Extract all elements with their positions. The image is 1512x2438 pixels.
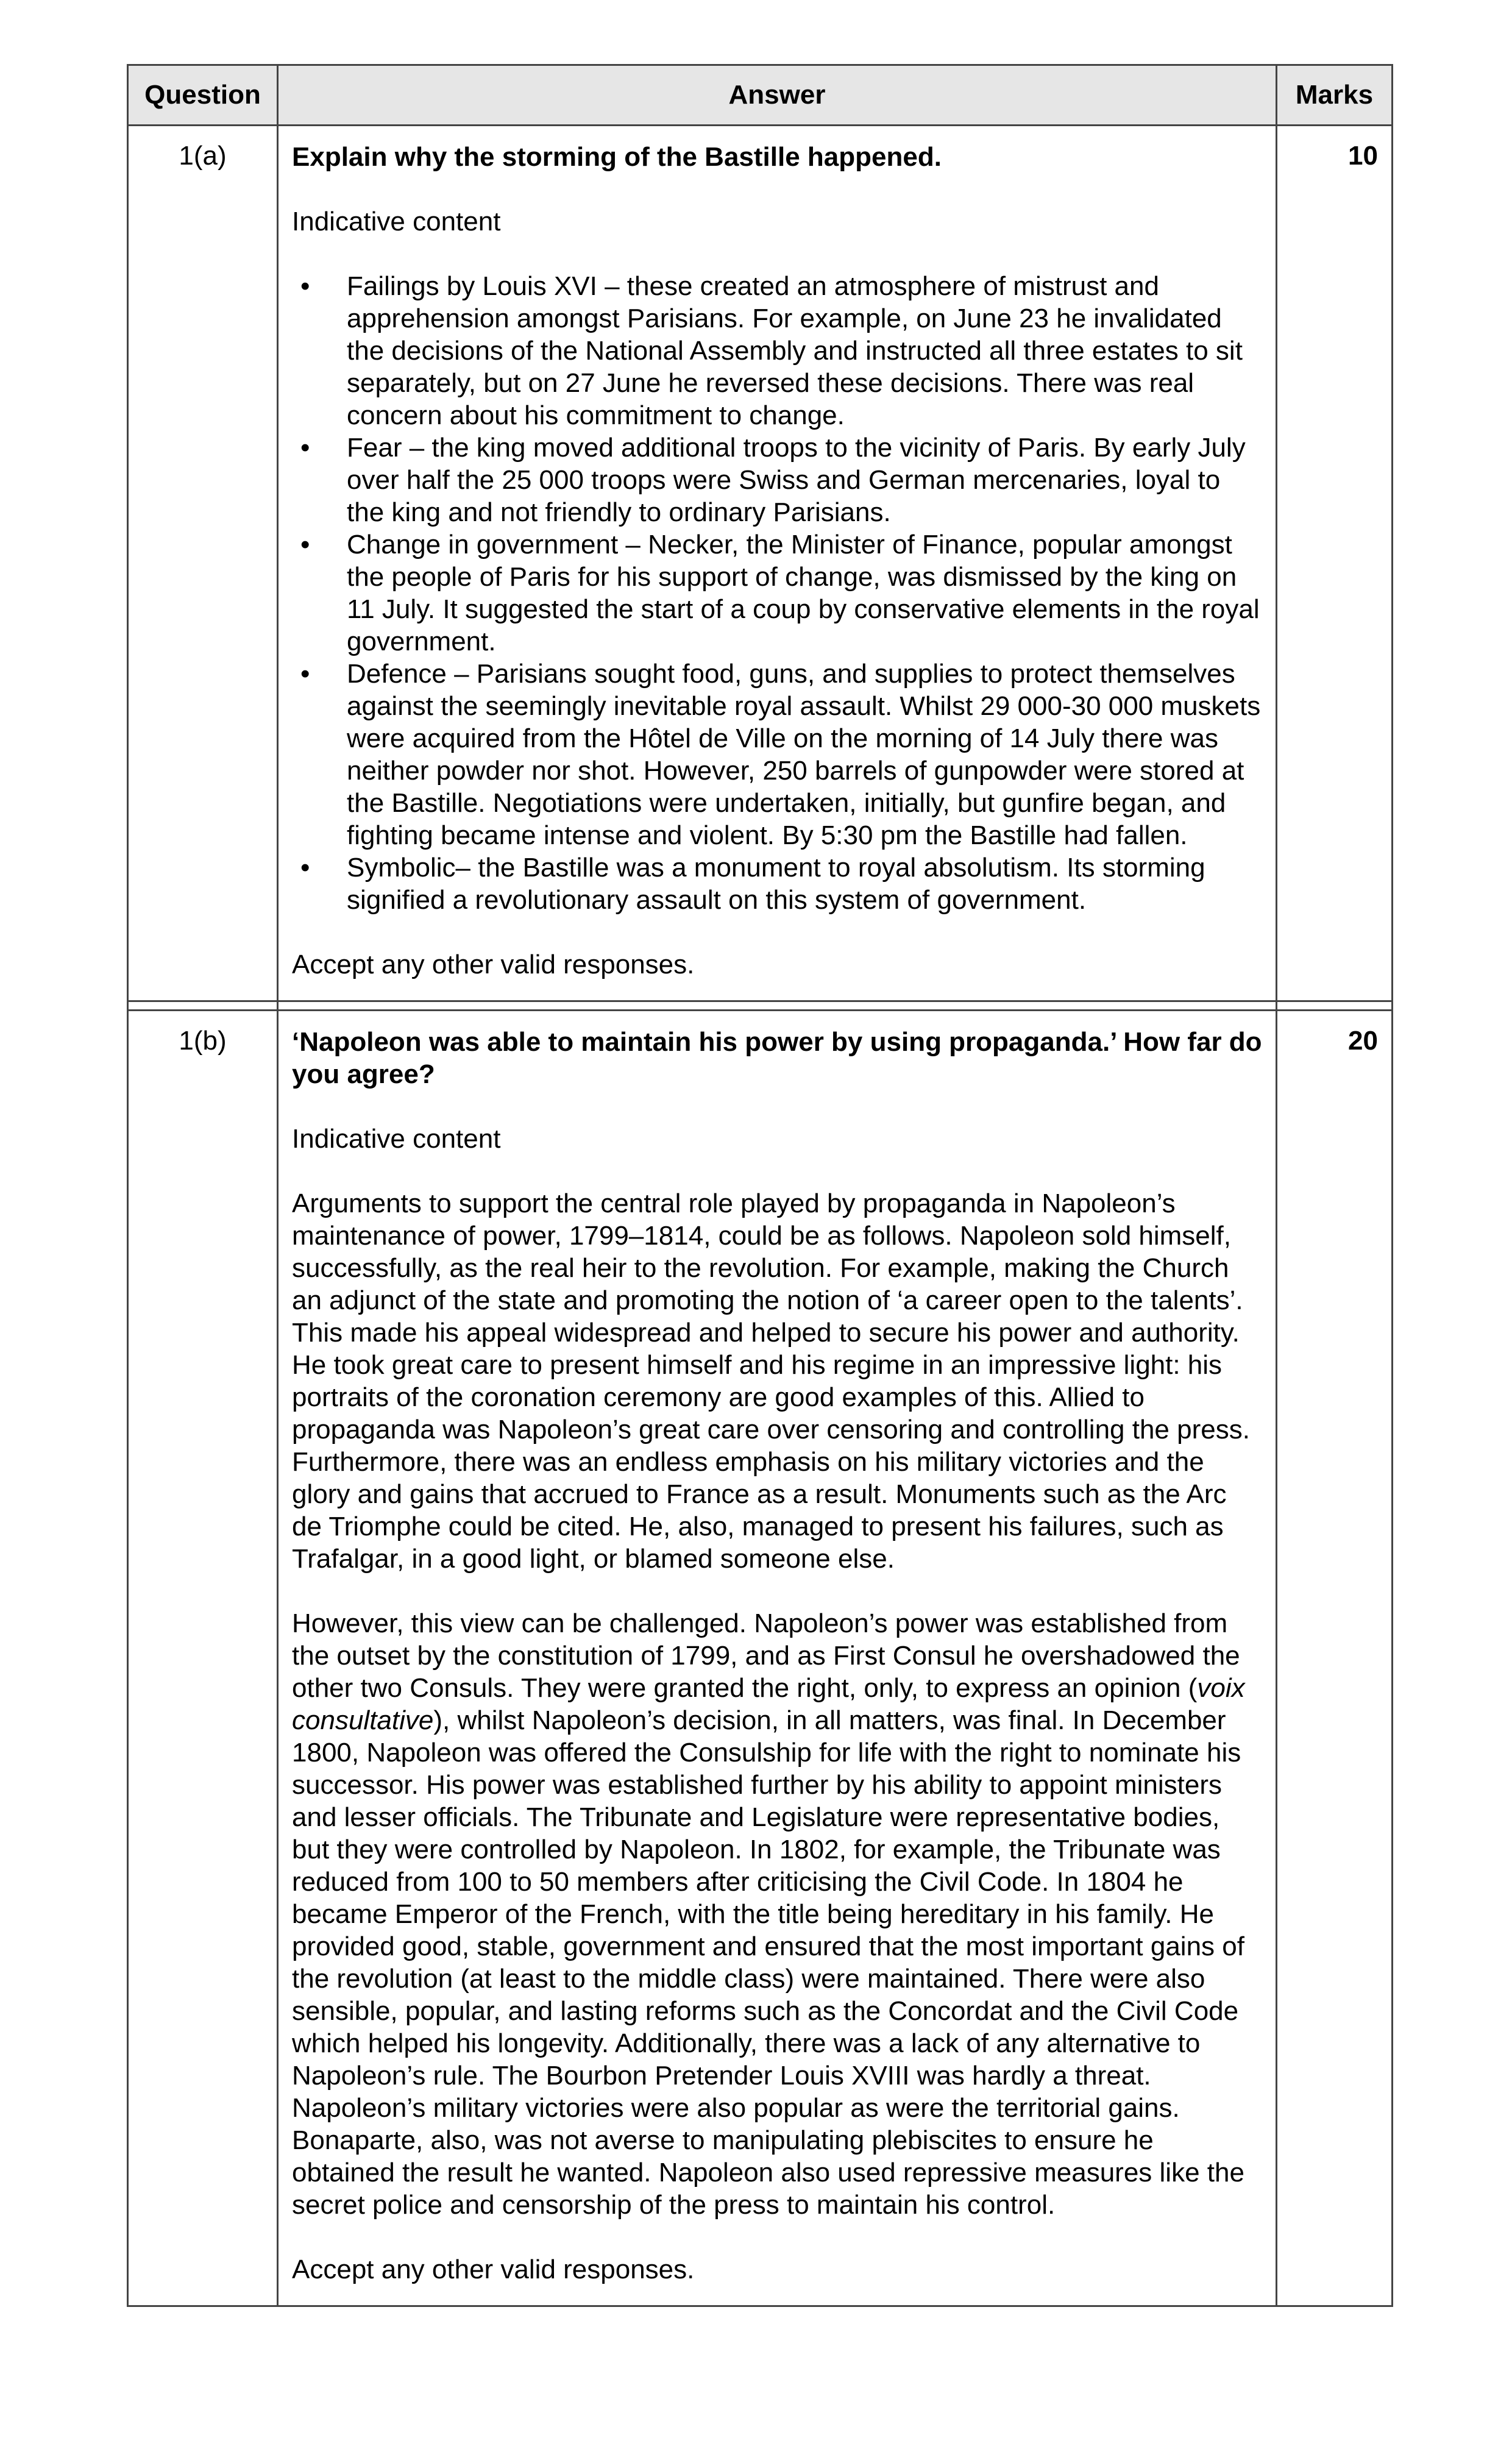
question-number-1a: 1(a) [128, 126, 278, 1001]
counter-text-start: However, this view can be challenged. Napoleon’s power was established from the outset by the constitution of 1799, and as First Consul he overshadowed the other two Consuls. They were granted the right, only, to express an opinion ( [292, 1608, 1240, 1703]
question-text-1b: ‘Napoleon was able to maintain his power by using propaganda.’ How far do you agree? [292, 1027, 1262, 1089]
question-row-1b [128, 1011, 1393, 2306]
question-text-1a: Explain why the storming of the Bastille happened. [292, 142, 942, 172]
bullet-item [292, 432, 1262, 528]
header-row [128, 65, 1393, 126]
header-marks: Marks [1277, 65, 1393, 126]
accept-other-responses-1b: Accept any other valid responses. [292, 2255, 695, 2284]
supporting-arguments-paragraph: Arguments to support the central role played by propaganda in Napoleon’s maintenance of power, 1799–1814, could be as follows. Napoleon sold himself, successfully, as the real heir to the revolution. For example, making the Church an adjunct of the state and promoting the notion of ‘a career open to the talents’. This made his appeal widespread and helped to secure his power and authority. He took great care to present himself and his regime in an impressive light: his portraits of the coronation ceremony are good examples of this. Allied to propaganda was Napoleon’s great care over censoring and controlling the press. Furthermore, there was an endless emphasis on his military victories and the glory and gains that accrued to France as a result. Monuments such as the Arc de Triomphe could be cited. He, also, managed to present his failures, such as Trafalgar, in a good light, or blamed someone else. [292, 1189, 1250, 1574]
marks-1b: 20 [1277, 1011, 1393, 2306]
bullet-item [292, 851, 1262, 916]
counter-text-italic: voix consultative [292, 1673, 1245, 1735]
question-number-1b: 1(b) [128, 1011, 278, 2306]
row-separator [128, 1001, 1393, 1011]
indicative-content-label-1b: Indicative content [292, 1124, 501, 1154]
indicative-content-label-1a: Indicative content [292, 207, 501, 236]
question-row-1a [128, 126, 1393, 1001]
bullet-dot: • [300, 659, 310, 689]
header-answer: Answer [278, 65, 1277, 126]
bullet-text: Fear – the king moved additional troops to the vicinity of Paris. By early July over half the 25 000 troops were Swiss and German mercenaries, loyal to the king and not friendly to ordinary Parisians. [347, 433, 1246, 527]
answer-cell-1a [278, 126, 1277, 1001]
bullet-dot: • [300, 853, 310, 883]
answer-cell-1b [278, 1011, 1277, 2306]
indicative-bullet-list-1a [292, 270, 1262, 916]
bullet-text: Failings by Louis XVI – these created an atmosphere of mistrust and apprehension amongst Parisians. For example, on June 23 he invalidated the decisions of the National Assembly and instructed all three estates to sit separately, but on 27 June he reversed these decisions. There was real concern about his commitment to change. [347, 271, 1243, 430]
bullet-item [292, 270, 1262, 432]
counter-arguments-paragraph [292, 1607, 1262, 2221]
bullet-text: Change in government – Necker, the Minister of Finance, popular amongst the people of Paris for his support of change, was dismissed by the king on 11 July. It suggested the start of a coup by conservative elements in the royal government. [347, 530, 1260, 656]
bullet-text: Defence – Parisians sought food, guns, and supplies to protect themselves against the seemingly inevitable royal assault. Whilst 29 000-30 000 muskets were acquired from the Hôtel de Ville on the morning of 14 July there was neither powder nor shot. However, 250 barrels of gunpowder were stored at the Bastille. Negotiations were undertaken, initially, but gunfire began, and fighting became intense and violent. By 5:30 pm the Bastille had fallen. [347, 659, 1261, 850]
bullet-dot: • [300, 530, 310, 560]
bullet-dot: • [300, 433, 310, 463]
accept-other-responses-1a: Accept any other valid responses. [292, 950, 695, 979]
bullet-item [292, 528, 1262, 658]
marks-1a: 10 [1277, 126, 1393, 1001]
bullet-dot: • [300, 271, 310, 301]
header-question: Question [128, 65, 278, 126]
counter-text-end: ), whilst Napoleon’s decision, in all matters, was final. In December 1800, Napoleon was offered the Consulship for life with the right to nominate his successor. His power was established further by his ability to appoint ministers and lesser officials. The Tribunate and Legislature were representative bodies, but they were controlled by Napoleon. In 1802, for example, the Tribunate was reduced from 100 to 50 members after criticising the Civil Code. In 1804 he became Emperor of the French, with the title being hereditary in his family. He provided good, stable, government and ensured that the most important gains of the revolution (at least to the middle class) were maintained. There were also sensible, popular, and lasting reforms such as the Concordat and the Civil Code which helped his longevity. Additionally, there was a lack of any alternative to Napoleon’s rule. The Bourbon Pretender Louis XVIII was hardly a threat. Napoleon’s military victories were also popular as were the territorial gains. Bonaparte, also, was not averse to manipulating plebiscites to ensure he obtained the result he wanted. Napoleon also used repressive measures like the secret police and censorship of the press to maintain his control. [292, 1705, 1244, 2220]
bullet-item [292, 658, 1262, 851]
bullet-text: Symbolic– the Bastille was a monument to royal absolutism. Its storming signified a revolutionary assault on this system of government. [347, 853, 1205, 915]
mark-scheme-table [127, 64, 1393, 2307]
